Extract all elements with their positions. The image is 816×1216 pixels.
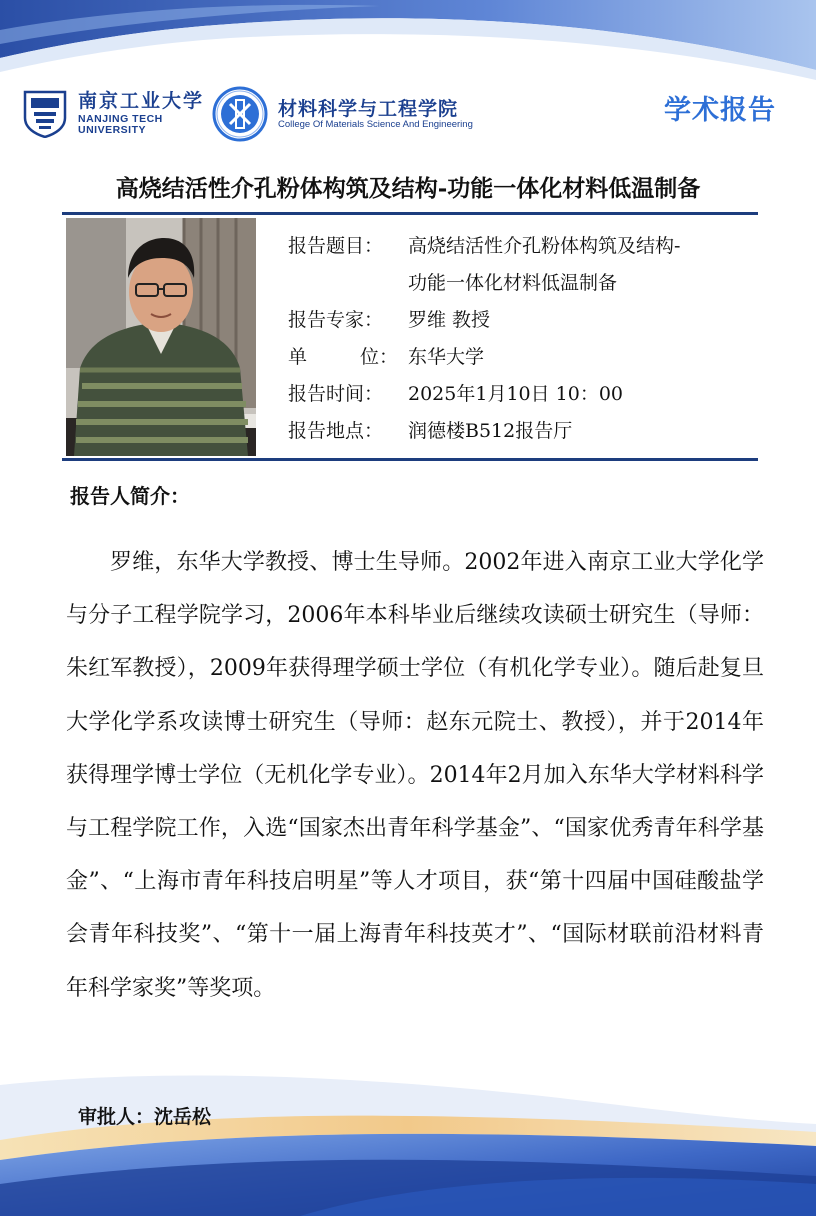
university-name-cn: 南京工业大学 xyxy=(78,90,205,112)
speaker-value: 罗维 教授 xyxy=(408,309,491,331)
bio-heading: 报告人简介： xyxy=(70,484,190,508)
topic-value-line2: 功能一体化材料低温制备 xyxy=(408,272,618,294)
info-row-topic xyxy=(288,228,768,302)
college-emblem-icon xyxy=(212,86,268,142)
approver: 审批人：沈岳松 xyxy=(78,1106,212,1128)
info-row-speaker xyxy=(288,302,768,339)
college-name-cn: 材料科学与工程学院 xyxy=(278,98,459,120)
unit-value: 东华大学 xyxy=(408,346,485,368)
unit-label xyxy=(288,339,408,376)
topic-value xyxy=(408,228,768,302)
report-title: 高烧结活性介孔粉体构筑及结构-功能一体化材料低温制备 xyxy=(115,175,701,202)
time-label: 报告时间： xyxy=(288,383,384,405)
unit-label-part1: 单 xyxy=(288,346,308,368)
info-row-time xyxy=(288,376,768,413)
bio-text: 罗维，东华大学教授、博士生导师。2002年进入南京工业大学化学与分子工程学院学习，2006年本科毕业后继续攻读硕士研究生（导师：朱红军教授），2009年获得理学硕士学位（有机化学专业）。随后赴复旦大学化学系攻读博士研究生（导师：赵东元院士、教授），并于2014年获得理学博士学位（无机化学专业）。2014年2月加入东华大学材料科学与工程学院工作，入选“国家杰出青年科学基金”、“国家优秀青年科学基金”、“上海市青年科技启明星”等人才项目，获“第十四届中国硅酸盐学会青年科技奖”、“第十一届上海青年科技英才”、“国际材联前沿材料青年科学家奖”等奖项。 xyxy=(66,550,764,1001)
place-value: 润德楼B512报告厅 xyxy=(408,420,573,442)
college-name-en: College Of Materials Science And Engineering xyxy=(278,119,473,130)
university-seal-icon xyxy=(22,88,68,138)
university-name-en xyxy=(78,114,163,136)
university-name-en-line2: UNIVERSITY xyxy=(78,124,147,136)
speaker-label: 报告专家： xyxy=(288,309,384,331)
academic-report-badge: 学术报告 xyxy=(664,95,776,126)
topic-label: 报告题目： xyxy=(288,235,384,257)
university-logo xyxy=(22,86,205,142)
unit-label-part2: 位： xyxy=(359,346,398,368)
divider-bottom xyxy=(62,458,758,461)
university-name-en-line1: NANJING TECH xyxy=(78,113,163,125)
info-row-unit xyxy=(288,339,768,376)
divider-top xyxy=(62,212,758,215)
place-label: 报告地点： xyxy=(288,420,384,442)
speaker-photo xyxy=(66,218,256,456)
time-value: 2025年1月10日 10：00 xyxy=(408,383,624,405)
topic-value-line1: 高烧结活性介孔粉体构筑及结构- xyxy=(408,235,681,257)
college-logo xyxy=(212,86,512,142)
report-info xyxy=(288,228,768,450)
info-row-place xyxy=(288,413,768,450)
